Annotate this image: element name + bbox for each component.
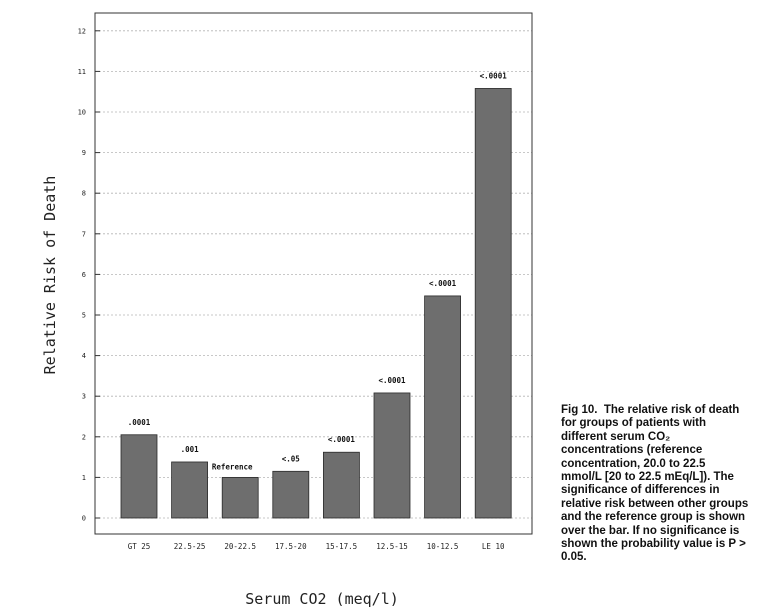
bar-significance-label: <.0001 [327,435,355,445]
y-tick-label: 0 [81,514,86,523]
bar [222,477,258,518]
bar [425,296,461,518]
plot-frame [95,13,532,534]
bar [374,393,410,518]
bar-significance-label: <.0001 [429,278,457,288]
x-tick-label: 17.5-20 [274,542,307,551]
x-tick-label: GT 25 [127,542,151,551]
x-tick-label: 12.5-15 [376,542,408,551]
y-tick-label: 9 [81,149,86,158]
bar-significance-label: <.05 [281,454,300,464]
y-axis-ticks [78,27,100,522]
bar-significance-label: <.0001 [378,375,406,385]
y-tick-label: 7 [81,230,86,239]
bar-significance-label: Reference [211,462,253,472]
x-tick-label: 10-12.5 [426,542,459,551]
figure-caption [561,404,749,565]
x-axis-categories [128,542,505,551]
x-tick-label: 22.5-25 [173,542,206,551]
y-tick-label: 5 [81,311,86,320]
y-tick-label: 10 [77,108,86,117]
x-tick-label: LE 10 [481,542,505,551]
bar-significance-label: .0001 [127,417,151,427]
y-axis-label: Relative Risk of Death [41,175,59,375]
y-tick-label: 3 [81,392,86,401]
bar-significance-label: .001 [180,444,199,454]
y-tick-label: 11 [77,67,86,76]
x-tick-label: 15-17.5 [325,542,358,551]
caption-lead: Fig 10. [561,404,598,416]
grid-lines [95,31,532,518]
bar-significance-label: <.0001 [479,71,507,81]
bar [121,435,157,518]
y-tick-label: 1 [81,473,86,482]
y-tick-label: 12 [77,27,86,36]
y-tick-label: 6 [81,270,86,279]
caption-text: The relative risk of death for groups of patients with different serum CO₂ concentrations (reference concentration, 20.0 to 22.5 mmol/L [20 to 22.5 mEq/L]). The significance of differences in relative risk between other groups and the reference group is shown over the bar. If no significance is shown the probability value is P > 0.05. [561,404,749,564]
y-tick-label: 4 [81,352,86,361]
bar [323,452,359,518]
bar [172,462,208,518]
bar [475,88,511,518]
bar [273,471,309,518]
x-axis-label: Serum CO2 (meq/l) [245,590,399,608]
y-tick-label: 2 [81,433,86,442]
y-tick-label: 8 [81,189,86,198]
x-tick-label: 20-22.5 [224,542,257,551]
